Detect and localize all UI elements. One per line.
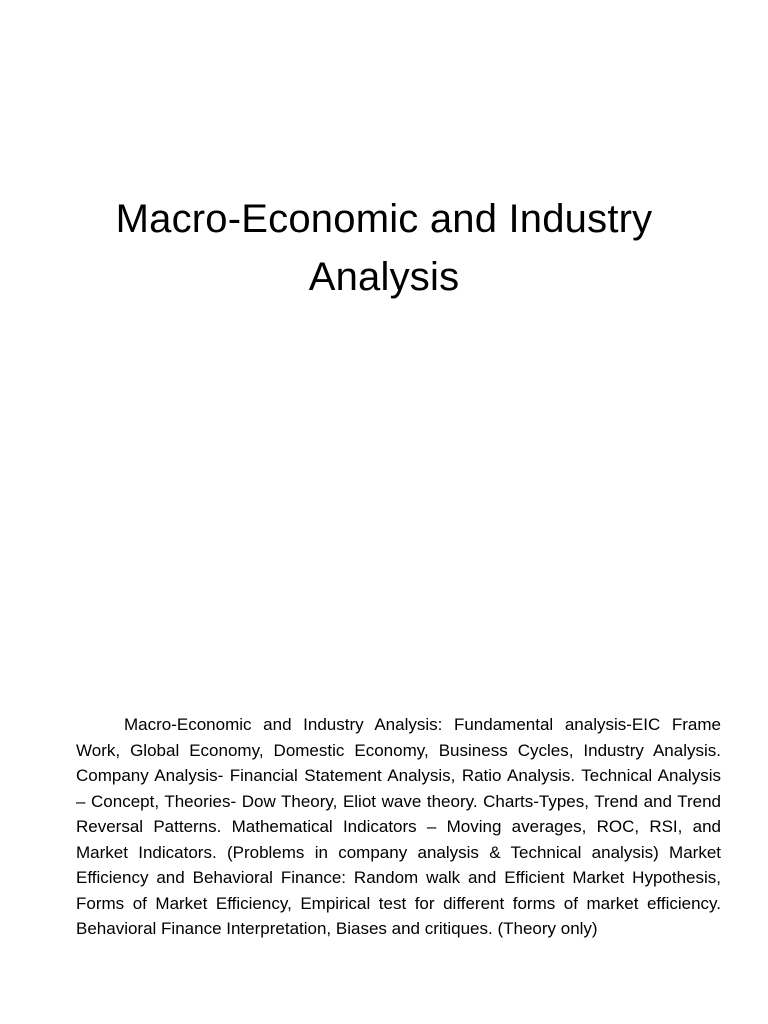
slide-title-line-1: Macro-Economic and Industry: [115, 197, 653, 241]
slide-title-line-2: Analysis: [308, 255, 460, 299]
slide-title: [40, 190, 728, 306]
slide-body-text: Macro-Economic and Industry Analysis: Fundamental analysis-EIC Frame Work, Global Economy, Domestic Economy, Business Cycles, Industry Analysis. Company Analysis- Financial Statement Analysis, Ratio Analysis. Technical Analysis – Concept, Theories- Dow Theory, Eliot wave theory. Charts-Types, Trend and Trend Reversal Patterns. Mathematical Indicators – Moving averages, ROC, RSI, and Market Indicators. (Problems in company analysis & Technical analysis) Market Efficiency and Behavioral Finance: Random walk and Efficient Market Hypothesis, Forms of Market Efficiency, Empirical test for different forms of market efficiency. Behavioral Finance Interpretation, Biases and critiques. (Theory only): [76, 715, 721, 938]
